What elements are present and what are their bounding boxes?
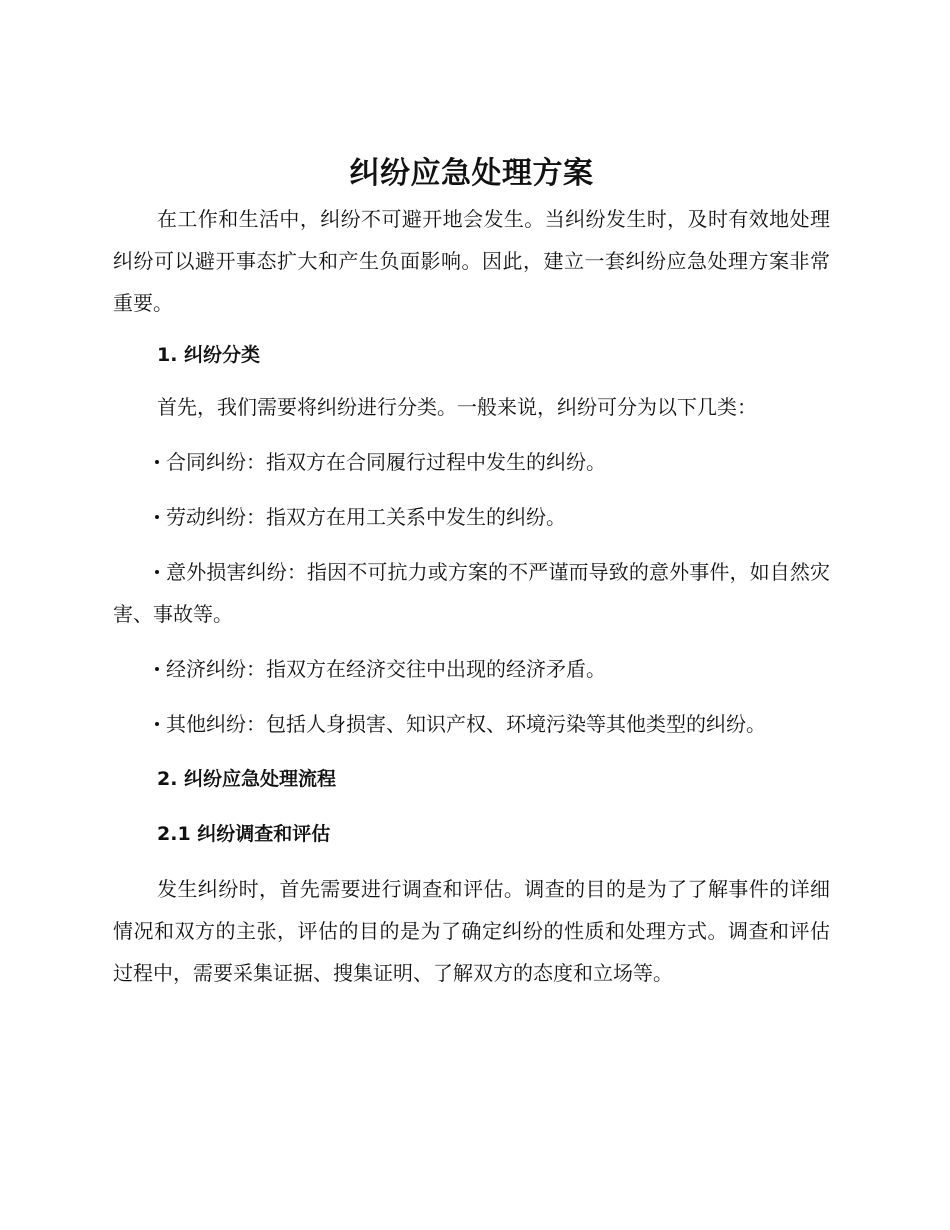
- list-item: [113, 441, 830, 483]
- list-item: [113, 551, 830, 635]
- subsection-heading-investigation: 2.1 纠纷调查和评估: [157, 823, 331, 845]
- bullet-icon: [155, 515, 159, 519]
- list-item: [113, 703, 830, 745]
- bullet-icon: [155, 667, 159, 671]
- intro-paragraph: 在工作和生活中，纠纷不可避开地会发生。当纠纷发生时，及时有效地处理纠纷可以避开事态扩大和产生负面影响。因此，建立一套纠纷应急处理方案非常重要。: [113, 207, 830, 315]
- document-content: [113, 150, 830, 994]
- investigation-paragraph: 发生纠纷时，首先需要进行调查和评估。调查的目的是为了了解事件的详细情况和双方的主张，评估的目的是为了确定纠纷的性质和处理方式。调查和评估过程中，需要采集证据、搜集证明、了解双方的态度和立场等。: [113, 877, 830, 985]
- bullet-icon: [155, 722, 159, 726]
- list-item-text: 意外损害纠纷：指因不可抗力或方案的不严谨而导致的意外事件，如自然灾害、事故等。: [113, 560, 830, 626]
- list-item-text: 经济纠纷：指双方在经济交往中出现的经济矛盾。: [166, 657, 606, 681]
- bullet-icon: [155, 460, 159, 464]
- section-heading-process: 2. 纠纷应急处理流程: [157, 768, 337, 790]
- list-item-text: 劳动纠纷：指双方在用工关系中发生的纠纷。: [166, 505, 566, 529]
- list-item: [113, 648, 830, 690]
- section-heading-classification: 1. 纠纷分类: [157, 344, 261, 366]
- list-item-text: 其他纠纷：包括人身损害、知识产权、环境污染等其他类型的纠纷。: [166, 712, 766, 736]
- classification-lead: 首先，我们需要将纠纷进行分类。一般来说，纠纷可分为以下几类：: [157, 395, 757, 419]
- document-title: 纠纷应急处理方案: [349, 156, 594, 191]
- bullet-icon: [155, 570, 159, 574]
- list-item: [113, 496, 830, 538]
- list-item-text: 合同纠纷：指双方在合同履行过程中发生的纠纷。: [166, 450, 606, 474]
